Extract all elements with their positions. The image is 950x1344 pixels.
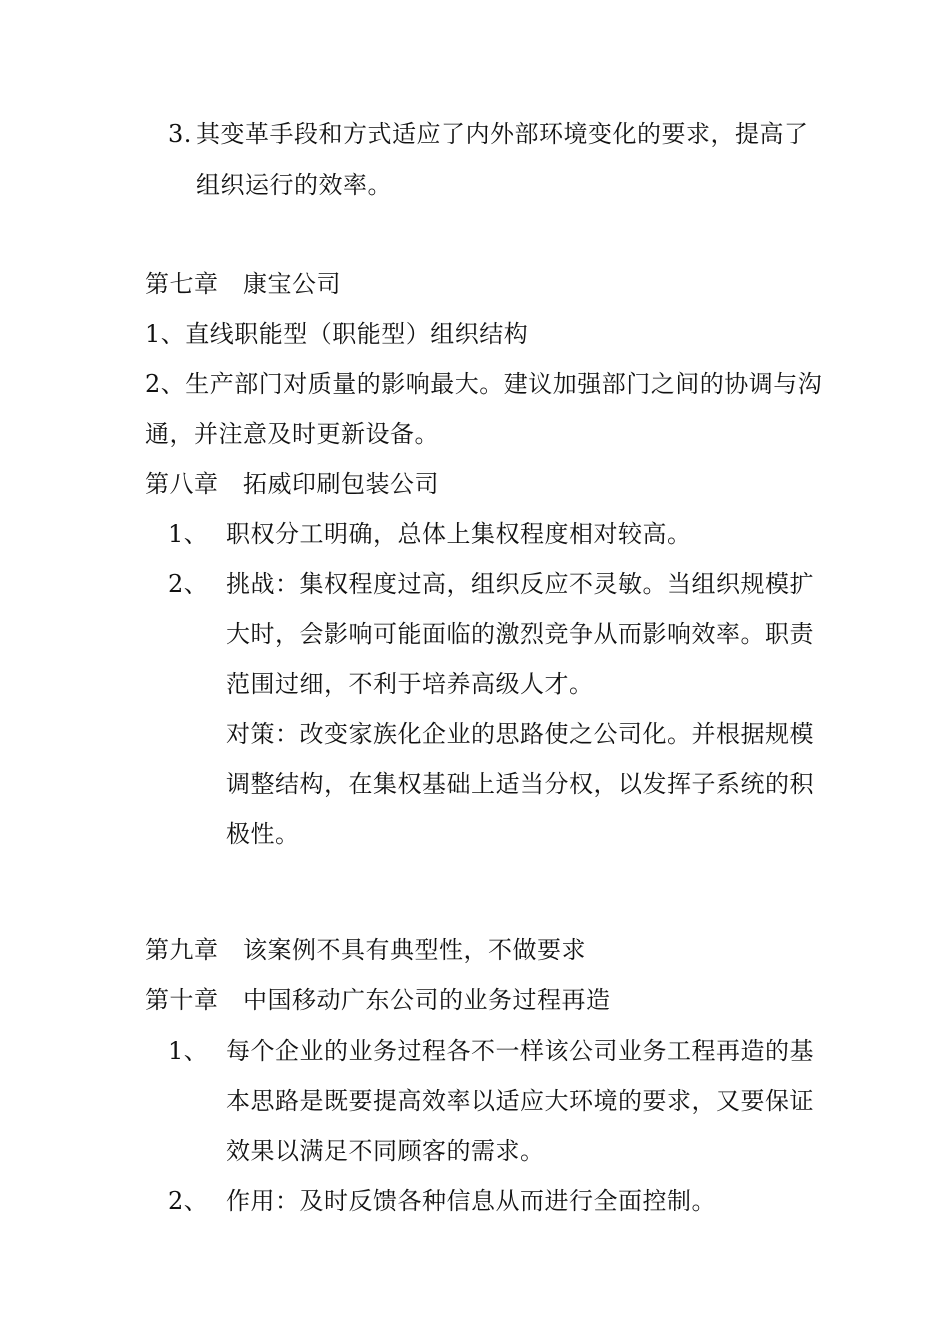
list-item-number: 1、 bbox=[168, 1037, 209, 1065]
chapter-7-paragraph: 通，并注意及时更新设备。 bbox=[145, 420, 439, 448]
chapter-8-heading: 第八章 拓威印刷包装公司 bbox=[145, 470, 439, 498]
list-item-text: 挑战：集权程度过高，组织反应不灵敏。当组织规模扩 bbox=[226, 570, 814, 598]
list-item-text: 效果以满足不同顾客的需求。 bbox=[226, 1137, 545, 1165]
list-item-number: 3. bbox=[168, 120, 192, 148]
list-item-text: 本思路是既要提高效率以适应大环境的要求，又要保证 bbox=[226, 1087, 814, 1115]
list-item-text: 极性。 bbox=[226, 820, 300, 848]
list-item-text: 组织运行的效率。 bbox=[196, 171, 392, 199]
chapter-10-heading: 第十章 中国移动广东公司的业务过程再造 bbox=[145, 986, 611, 1014]
list-item-text: 大时，会影响可能面临的激烈竞争从而影响效率。职责 bbox=[226, 620, 814, 648]
list-item-number: 1、 bbox=[168, 520, 209, 548]
list-item-text: 作用：及时反馈各种信息从而进行全面控制。 bbox=[226, 1187, 716, 1215]
chapter-7-heading: 第七章 康宝公司 bbox=[145, 270, 341, 298]
list-item-text: 调整结构，在集权基础上适当分权，以发挥子系统的积 bbox=[226, 770, 814, 798]
chapter-7-paragraph: 1、直线职能型（职能型）组织结构 bbox=[145, 320, 529, 348]
list-item-number: 2、 bbox=[168, 570, 209, 598]
list-item-text: 职权分工明确，总体上集权程度相对较高。 bbox=[226, 520, 692, 548]
chapter-9-heading: 第九章 该案例不具有典型性，不做要求 bbox=[145, 936, 586, 964]
list-item-text: 每个企业的业务过程各不一样该公司业务工程再造的基 bbox=[226, 1037, 814, 1065]
list-item-text: 范围过细，不利于培养高级人才。 bbox=[226, 670, 594, 698]
list-item-text: 其变革手段和方式适应了内外部环境变化的要求，提高了 bbox=[196, 120, 809, 148]
list-item-number: 2、 bbox=[168, 1187, 209, 1215]
chapter-7-paragraph: 2、生产部门对质量的影响最大。建议加强部门之间的协调与沟 bbox=[145, 370, 823, 398]
list-item-text: 对策：改变家族化企业的思路使之公司化。并根据规模 bbox=[226, 720, 814, 748]
